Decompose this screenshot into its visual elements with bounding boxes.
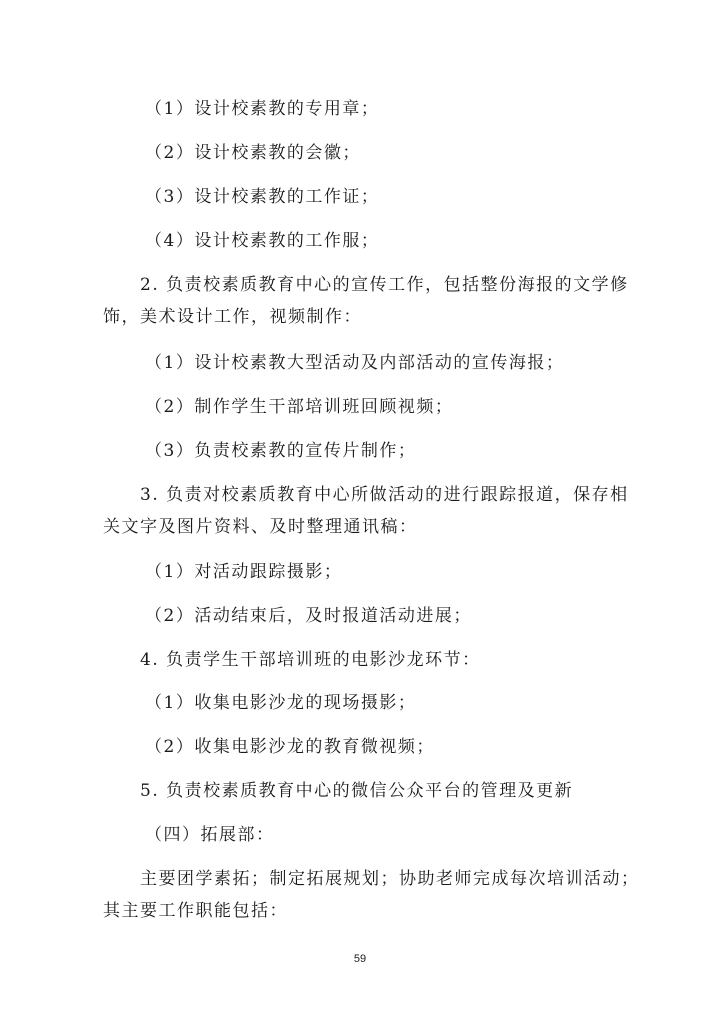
list-item: （3）设计校素教的工作证；: [145, 187, 380, 207]
list-item: （1）收集电影沙龙的现场摄影；: [145, 693, 417, 713]
list-item: （1）设计校素教大型活动及内部活动的宣传海报；: [145, 353, 565, 373]
list-item: （2）活动结束后，及时报道活动进展；: [145, 606, 472, 626]
section-heading: （四）拓展部：: [145, 825, 275, 845]
paragraph-line: 4. 负责学生干部培训班的电影沙龙环节：: [140, 650, 481, 670]
paragraph-line: 3. 负责对校素质教育中心所做活动的进行跟踪报道，保存相: [140, 485, 629, 505]
paragraph-line: 饰，美术设计工作，视频制作：: [103, 307, 362, 327]
list-item: （2）制作学生干部培训班回顾视频；: [145, 397, 454, 417]
paragraph-line: 主要团学素拓；制定拓展规划；协助老师完成每次培训活动；: [140, 869, 640, 889]
list-item: （1）设计校素教的专用章；: [145, 99, 380, 119]
list-item: （2）收集电影沙龙的教育微视频；: [145, 737, 435, 757]
paragraph-line: 5. 负责校素质教育中心的微信公众平台的管理及更新: [140, 781, 574, 801]
list-item: （2）设计校素教的会徽；: [145, 143, 361, 163]
paragraph-line: 其主要工作职能包括：: [103, 901, 288, 921]
list-item: （3）负责校素教的宣传片制作；: [145, 441, 417, 461]
page-number: 59: [353, 953, 367, 965]
paragraph-line: 2. 负责校素质教育中心的宣传工作，包括整份海报的文学修: [140, 275, 629, 295]
list-item: （1）对活动跟踪摄影；: [145, 562, 343, 582]
list-item: （4）设计校素教的工作服；: [145, 231, 380, 251]
paragraph-line: 关文字及图片资料、及时整理通讯稿：: [103, 517, 418, 537]
